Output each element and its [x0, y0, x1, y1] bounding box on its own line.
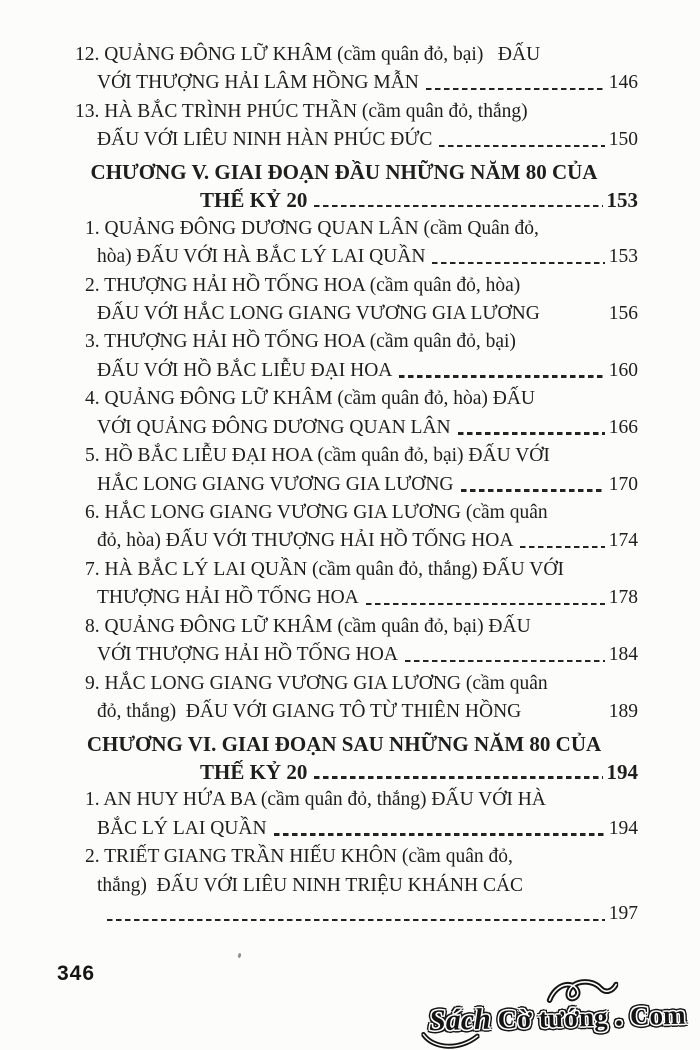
toc-line-text: 9. HẮC LONG GIANG VƯƠNG GIA LƯƠNG (cầm quân: [85, 672, 548, 694]
dash-leader: [274, 833, 605, 835]
toc-line: [0, 243, 700, 271]
toc-page-number: 156: [608, 302, 638, 324]
toc-line: [0, 641, 700, 669]
toc-line-text: 8. QUẢNG ĐÔNG LỮ KHÂM (cầm quân đỏ, bại) ĐẤU: [85, 615, 531, 637]
chapter-heading-line: [0, 730, 700, 758]
dash-leader: [399, 375, 604, 377]
toc-line: [0, 41, 700, 69]
toc-page-number: 153: [606, 188, 638, 213]
toc-page-number: 184: [608, 644, 638, 666]
toc-line: [0, 385, 700, 413]
toc-line-text: 13. HÀ BẮC TRÌNH PHÚC THẦN (cầm quân đỏ, thắng): [75, 100, 528, 122]
toc-line-text: THẾ KỶ 20: [200, 188, 308, 213]
toc-line-text: 2. THƯỢNG HẢI HỒ TỐNG HOA (cầm quân đỏ, hòa): [85, 274, 521, 296]
dash-leader: [439, 145, 604, 147]
toc-line: [0, 442, 700, 470]
dash-leader: [461, 489, 605, 491]
spacer: [540, 300, 609, 328]
dash-leader: [520, 546, 604, 548]
toc-line-text: thắng) ĐẤU VỚI LIÊU NINH TRIỆU KHÁNH CÁC: [97, 874, 524, 896]
toc-line: [0, 414, 700, 442]
watermark-word-sach: Sách: [429, 1002, 492, 1038]
toc-line-text: 7. HÀ BẮC LÝ LAI QUẦN (cầm quân đỏ, thắng) ĐẤU VỚI: [85, 558, 564, 580]
toc-line: [0, 815, 700, 843]
toc-line-text: VỚI QUẢNG ĐÔNG DƯƠNG QUAN LÂN: [97, 416, 451, 438]
toc-line-text: đỏ, thắng) ĐẤU VỚI GIANG TÔ TỪ THIÊN HỒNG: [97, 701, 522, 723]
toc-line: [0, 786, 700, 814]
toc-line: [0, 872, 700, 900]
toc-line-text: HẮC LONG GIANG VƯƠNG GIA LƯƠNG: [97, 473, 454, 495]
chapter-heading-line: [0, 186, 700, 214]
page-number: 346: [57, 962, 96, 985]
toc-line-text: ĐẤU VỚI HẮC LONG GIANG VƯƠNG GIA LƯƠNG: [97, 302, 540, 324]
watermark-word-com: Com: [630, 999, 687, 1032]
toc-line: [0, 471, 700, 499]
toc-line: [0, 556, 700, 584]
dash-leader: [426, 88, 605, 90]
toc-line: [0, 300, 700, 328]
toc-line-text: THẾ KỶ 20: [200, 759, 308, 784]
toc-page-number: 197: [608, 903, 638, 925]
toc-line: [0, 272, 700, 300]
dash-leader: [107, 919, 605, 921]
toc-line: [0, 357, 700, 385]
chapter-heading-line: [0, 758, 700, 786]
dash-leader: [314, 205, 602, 207]
dash-leader: [405, 660, 605, 662]
toc-line: [0, 328, 700, 356]
toc-page-number: 194: [608, 817, 638, 839]
toc-line-text: ĐẤU VỚI LIÊU NINH HÀN PHÚC ĐỨC: [97, 129, 433, 151]
toc-line: [0, 527, 700, 555]
toc-line: [0, 215, 700, 243]
toc-line-text: THƯỢNG HẢI HỒ TỐNG HOA: [97, 587, 359, 609]
toc-line-text: 1. AN HUY HỨA BA (cầm quân đỏ, thắng) ĐẤU VỚI HÀ: [85, 789, 546, 811]
toc-line-text: 12. QUẢNG ĐÔNG LỮ KHÂM (cầm quân đỏ, bại) ĐẤU: [75, 44, 541, 65]
scan-speck: [237, 953, 241, 959]
toc-line: [0, 98, 700, 126]
toc-line-text: 2. TRIẾT GIANG TRẦN HIẾU KHÔN (cầm quân đỏ,: [85, 846, 513, 868]
toc-line-text: BẮC LÝ LAI QUẦN: [97, 817, 267, 839]
dash-leader: [366, 603, 605, 605]
toc-line: [0, 670, 700, 698]
toc-page-number: 153: [608, 246, 638, 268]
toc-page-number: 166: [608, 416, 638, 438]
watermark-logo: [429, 995, 686, 1040]
toc-page-number: 146: [608, 72, 638, 94]
toc-line-text: 3. THƯỢNG HẢI HỒ TỐNG HOA (cầm quân đỏ, bại): [85, 331, 516, 353]
toc-line-text: VỚI THƯỢNG HẢI HỒ TỐNG HOA: [97, 644, 398, 666]
toc-line-text: 4. QUẢNG ĐÔNG LỮ KHÂM (cầm quân đỏ, hòa) ĐẤU: [85, 388, 536, 410]
toc-line-text: 5. HỒ BẮC LIỄU ĐẠI HOA (cầm quân đỏ, bại) ĐẤU VỚI: [85, 445, 550, 467]
toc-line: [0, 900, 700, 928]
toc-line-text: đỏ, hòa) ĐẤU VỚI THƯỢNG HẢI HỒ TỐNG HOA: [97, 530, 514, 552]
toc-page-number: 160: [608, 359, 638, 381]
toc-line-text: ĐẤU VỚI HỒ BẮC LIỄU ĐẠI HOA: [97, 359, 393, 381]
toc-line-text: VỚI THƯỢNG HẢI LÂM HỒNG MẪN: [97, 72, 419, 94]
toc-line: [0, 613, 700, 641]
toc-line-text: hòa) ĐẤU VỚI HÀ BẮC LÝ LAI QUẦN: [97, 246, 426, 268]
table-of-contents: [0, 41, 700, 929]
spacer: [521, 698, 609, 726]
ribbon-swash-icon: [546, 976, 619, 1006]
toc-line: [0, 126, 700, 154]
toc-page-number: 194: [606, 759, 638, 784]
toc-line: [0, 69, 700, 97]
toc-page-number: 189: [608, 701, 638, 723]
toc-line: [0, 698, 700, 726]
watermark-word-co-tuong: Cờ tướng: [497, 1001, 609, 1035]
toc-page-number: 174: [608, 530, 638, 552]
toc-line: [0, 499, 700, 527]
dash-leader: [458, 432, 605, 434]
toc-page-number: 178: [608, 587, 638, 609]
toc-line-text: 1. QUẢNG ĐÔNG DƯƠNG QUAN LÂN (cầm Quân đỏ,: [85, 217, 539, 239]
ribbon-swash-icon: [422, 1030, 481, 1050]
chapter-heading-line: [0, 158, 700, 186]
toc-line-text: CHƯƠNG V. GIAI ĐOẠN ĐẦU NHỮNG NĂM 80 CỦA: [90, 159, 598, 184]
toc-line: [0, 584, 700, 612]
dash-leader: [432, 262, 604, 264]
watermark-dot: .: [614, 996, 624, 1034]
toc-line-text: 6. HẮC LONG GIANG VƯƠNG GIA LƯƠNG (cầm quân: [85, 502, 548, 523]
toc-line-text: CHƯƠNG VI. GIAI ĐOẠN SAU NHỮNG NĂM 80 CỦA: [86, 731, 602, 756]
dash-leader: [314, 776, 602, 778]
toc-page-number: 170: [608, 473, 638, 495]
toc-page-number: 150: [608, 129, 638, 151]
toc-line: [0, 843, 700, 871]
